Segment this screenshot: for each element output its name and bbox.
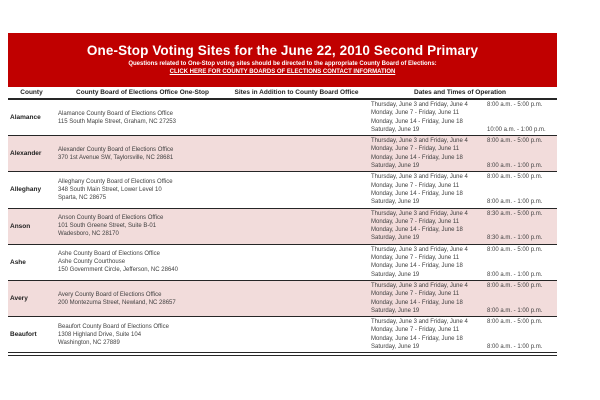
office-address-line: Sparta, NC 28675 [58,194,107,201]
schedule-line [363,162,557,170]
schedule-dates: Saturday, June 19 [371,307,420,314]
schedule-times: 10:00 a.m. - 1:00 p.m. [487,126,546,133]
schedule-times: 8:00 a.m. - 5:00 p.m. [487,319,543,326]
schedule-times [487,109,557,117]
office-address [55,323,230,347]
schedule-dates: Thursday, June 3 and Friday, June 4 [371,102,468,108]
office-address-line: Alleghany County Board of Elections Office [58,178,173,185]
schedule-line [363,282,557,290]
office-address-line: Avery County Board of Elections Office [58,291,162,298]
schedule-times: 8:00 a.m. - 5:00 p.m. [487,138,543,145]
schedule-line [363,307,557,315]
office-address-line: 150 Government Circle, Jefferson, NC 28640 [58,267,178,274]
county-name: Ashe [10,258,26,266]
banner-subtitle: Questions related to One-Stop voting sites should be directed to the appropriate County Board of Elections: [128,61,437,67]
schedule-times [487,262,557,270]
schedule-dates: Monday, June 14 - Friday, June 18 [371,335,463,342]
schedule-dates: Monday, June 7 - Friday, June 11 [371,218,460,225]
schedule-line [363,182,557,190]
county-name: Beaufort [10,331,37,339]
schedule-times [487,182,557,190]
schedule-line [363,262,557,270]
schedule-line [363,126,557,134]
schedule-line [363,118,557,126]
column-header-office: County Board of Elections Office One-Stop [76,89,209,96]
office-address-line: 200 Montezuma Street, Newland, NC 28657 [58,299,176,306]
table-row [8,209,557,245]
schedule-line [363,254,557,262]
schedule-times [487,335,557,343]
schedule-line [363,198,557,206]
schedule-dates: Thursday, June 3 and Friday, June 4 [371,246,468,253]
schedule [363,137,557,170]
table-header-row [8,85,557,100]
office-address [55,146,230,162]
office-address-line: 101 South Greene Street, Suite B-01 [58,223,157,230]
schedule-dates: Monday, June 14 - Friday, June 18 [371,299,463,306]
office-address-line: Wadesboro, NC 28170 [58,231,119,238]
county-name: Avery [10,295,28,303]
office-address-line: 348 South Main Street, Lower Level 10 [58,186,162,193]
schedule-line [363,326,557,334]
schedule-line [363,218,557,226]
schedule-times [487,299,557,307]
office-address-line: 370 1st Avenue SW, Taylorsville, NC 28681 [58,154,174,161]
schedule-line [363,173,557,181]
county-name: Alamance [10,114,41,122]
schedule-line [363,299,557,307]
table-row [8,245,557,281]
schedule-times [487,145,557,153]
schedule-times: 8:00 a.m. - 5:00 p.m. [487,282,543,289]
schedule-line [363,154,557,162]
schedule-dates: Saturday, June 19 [371,235,420,242]
schedule-dates: Saturday, June 19 [371,344,420,351]
schedule-dates: Saturday, June 19 [371,163,420,170]
schedule-line [363,109,557,117]
schedule-times: 8:30 a.m. - 1:00 p.m. [487,235,543,242]
schedule-dates: Monday, June 7 - Friday, June 11 [371,110,460,117]
office-address-line: Beaufort County Board of Elections Office [58,323,169,330]
schedule-dates: Saturday, June 19 [371,271,420,278]
schedule-dates: Monday, June 7 - Friday, June 11 [371,182,460,189]
schedule-dates: Monday, June 14 - Friday, June 18 [371,154,463,161]
table-body [8,100,557,356]
office-address-line: 1308 Highland Drive, Suite 104 [58,331,142,338]
contact-information-link[interactable]: CLICK HERE FOR COUNTY BOARDS OF ELECTIONS CONTACT INFORMATION [169,69,396,75]
office-address [55,291,230,307]
office-address [55,110,230,126]
schedule [363,210,557,243]
schedule-dates: Thursday, June 3 and Friday, June 4 [371,210,468,217]
schedule-dates: Monday, June 14 - Friday, June 18 [371,263,463,270]
column-header-dates-times: Dates and Times of Operation [414,89,506,96]
schedule-times: 8:00 a.m. - 1:00 p.m. [487,199,543,206]
schedule-times [487,290,557,298]
county-name: Alexander [10,150,42,158]
schedule-dates: Monday, June 14 - Friday, June 18 [371,227,463,234]
schedule-times [487,226,557,234]
column-header-additional-sites: Sites in Addition to County Board Office [234,89,359,96]
schedule-line [363,234,557,242]
county-name: Anson [10,222,31,230]
schedule-dates: Monday, June 7 - Friday, June 11 [371,327,460,334]
schedule-times: 8:00 a.m. - 1:00 p.m. [487,271,543,278]
schedule-line [363,335,557,343]
schedule-times: 8:00 a.m. - 1:00 p.m. [487,163,543,170]
schedule-dates: Monday, June 14 - Friday, June 18 [371,190,463,197]
schedule [363,173,557,206]
schedule-dates: Thursday, June 3 and Friday, June 4 [371,282,468,289]
schedule-line [363,190,557,198]
schedule-line [363,343,557,351]
table-row [8,100,557,136]
schedule-times: 8:30 a.m. - 5:00 p.m. [487,210,543,217]
schedule-times: 8:00 a.m. - 5:00 p.m. [487,246,543,253]
schedule [363,318,557,351]
schedule-line [363,101,557,109]
office-address-line: Anson County Board of Elections Office [58,215,164,222]
document-content [8,33,557,356]
schedule-dates: Saturday, June 19 [371,126,420,133]
schedule-times: 8:00 a.m. - 1:00 p.m. [487,344,543,351]
office-address-line: Alamance County Board of Elections Office [58,110,173,117]
page-title: One-Stop Voting Sites for the June 22, 2010 Second Primary [86,43,479,58]
schedule-times: 8:00 a.m. - 1:00 p.m. [487,307,543,314]
schedule-dates: Monday, June 14 - Friday, June 18 [371,118,463,125]
county-name: Alleghany [10,186,42,194]
schedule-dates: Monday, June 7 - Friday, June 11 [371,146,460,153]
table-row [8,136,557,172]
schedule [363,101,557,134]
schedule-line [363,318,557,326]
schedule-line [363,246,557,254]
schedule-dates: Monday, June 7 - Friday, June 11 [371,291,460,298]
schedule [363,282,557,315]
table-row [8,317,557,356]
schedule-line [363,145,557,153]
schedule-line [363,271,557,279]
schedule-dates: Thursday, June 3 and Friday, June 4 [371,174,468,181]
office-address [55,214,230,238]
office-address-line: 115 South Maple Street, Graham, NC 27253 [58,118,176,125]
table-row [8,172,557,208]
schedule-dates: Monday, June 7 - Friday, June 11 [371,255,460,262]
table-row [8,281,557,317]
schedule-times [487,190,557,198]
office-address [55,178,230,202]
schedule-times [487,326,557,334]
column-header-county: County [20,89,43,96]
office-address-line: Ashe County Courthouse [58,259,126,266]
schedule-line [363,210,557,218]
schedule-times [487,118,557,126]
schedule-line [363,226,557,234]
schedule-times [487,254,557,262]
office-address-line: Washington, NC 27889 [58,339,120,346]
schedule-dates: Thursday, June 3 and Friday, June 4 [371,319,468,326]
office-address-line: Ashe County Board of Elections Office [58,251,160,258]
schedule-times [487,154,557,162]
schedule-dates: Thursday, June 3 and Friday, June 4 [371,138,468,145]
schedule-times: 8:00 a.m. - 5:00 p.m. [487,174,543,181]
schedule-times [487,218,557,226]
office-address [55,250,230,274]
schedule-line [363,137,557,145]
schedule-times: 8:00 a.m. - 5:00 p.m. [487,102,543,108]
schedule-dates: Saturday, June 19 [371,199,420,206]
office-address-line: Alexander County Board of Elections Office [58,146,174,153]
schedule-line [363,290,557,298]
title-banner [8,33,557,85]
schedule [363,246,557,279]
